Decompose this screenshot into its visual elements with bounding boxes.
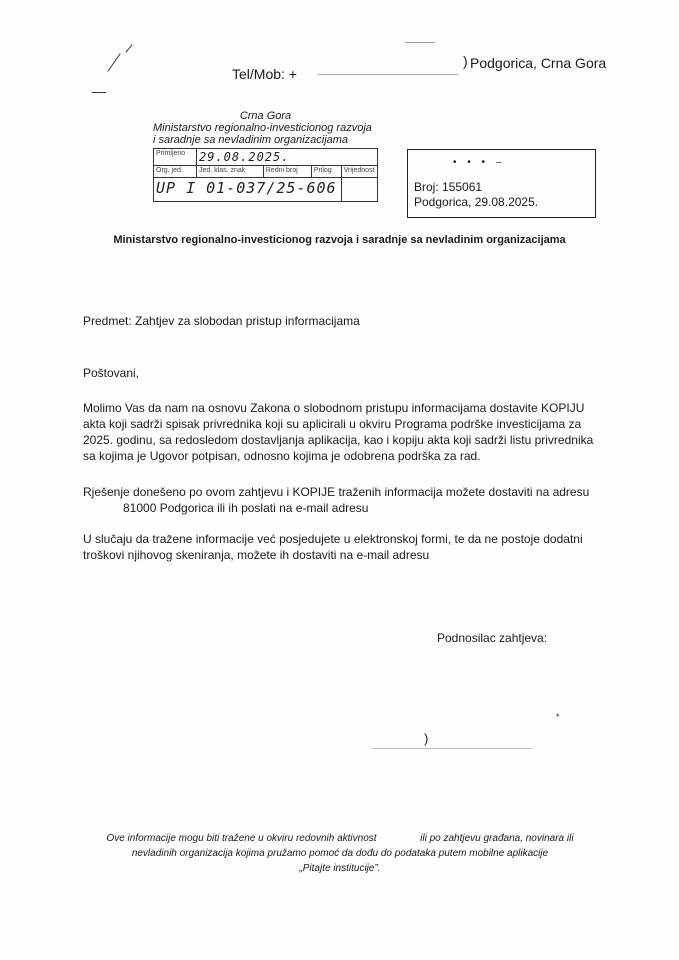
- telmob-label: Tel/Mob: +: [232, 66, 297, 82]
- paragraph-electronic: U slučaju da tražene informacije već posjedujete u elektronskoj formi, te da ne postoje dodatni troškovi njihovog skeniranja, možete ih dostaviti na e-mail adresu: [83, 532, 583, 562]
- paragraph-delivery: [83, 484, 603, 516]
- stamp-col-klas: Jed. klas. znak: [197, 166, 264, 178]
- pen-mark: [107, 53, 120, 72]
- reference-number: Broj: 155061: [414, 180, 483, 194]
- footer-line1: [60, 831, 620, 846]
- subject-line: Predmet: Zahtjev za slobodan pristup informacijama: [83, 314, 360, 328]
- stamp-table: [153, 148, 378, 202]
- footer-line2: nevladinih organizacija kojima pružamo pomoć da dođu do podataka putem mobilne aplikacije: [131, 848, 549, 859]
- stamp-received-label: Primljeno: [154, 149, 197, 166]
- star-mark: *: [556, 712, 560, 722]
- stamp-col-prilog: Prilog: [311, 166, 341, 178]
- greeting: Poštovani,: [83, 366, 140, 380]
- stamp-col-redni: Redni broj: [263, 166, 311, 178]
- footer-line1-a: Ove informacije mogu biti tražene u okviru redovnih aktivnost: [106, 833, 377, 844]
- stamp-col-vrijednost: Vrijednost: [341, 166, 377, 178]
- paragraph-request: Molimo Vas da nam na osnovu Zakona o slobodnom pristupu informacijama dostavite KOPIJU akta koji sadrži spisak privrednika koji su aplicirali u okviru Programa podrške investicijama za 2025. godinu, sa redosledom dostavljanja aplikacija, kao i kopiju akta koji sadrži listu privrednika sa kojima je Ugovor potpisan, odnosno kojima je odobrena podrška za rad.: [83, 401, 594, 463]
- address-fragment: ): [463, 53, 468, 69]
- pen-mark: [92, 92, 106, 93]
- delivery-line1: Rješenje donešeno po ovom zahtjevu i KOPIJE traženih informacija možete dostaviti na adresu: [83, 485, 590, 499]
- reference-box: [407, 149, 596, 218]
- box-dots: • • • –: [453, 157, 506, 168]
- footer-line3: „Pitajte institucije”.: [299, 863, 381, 874]
- receipt-stamp: [153, 110, 378, 202]
- address-city: Podgorica, Crna Gora: [470, 55, 607, 71]
- pen-mark: [405, 42, 435, 43]
- recipient-heading: Ministarstvo regionalno-investicionog razvoja i saradnje sa nevladinim organizacijama: [113, 234, 566, 246]
- stamp-received-date: 29.08.2025.: [197, 149, 378, 166]
- pen-mark: [318, 74, 458, 75]
- signature-mark: ): [424, 731, 429, 746]
- footer-note: [60, 831, 620, 876]
- stamp-empty-cell: [341, 178, 377, 202]
- delivery-line2: 81000 Podgorica ili ih poslati na e-mail adresu: [123, 501, 369, 515]
- footer-line1-b: ili po zahtjevu građana, novinara ili: [420, 833, 574, 844]
- stamp-ministry-line2: i saradnje sa nevladinim organizacijama: [153, 134, 349, 146]
- stamp-ministry-line1: Ministarstvo regionalno-investicionog razvoja: [153, 122, 372, 134]
- stamp-case-number: UP I 01-037/25-606: [154, 178, 342, 202]
- pen-mark: [125, 44, 132, 52]
- stamp-col-org: Org. jed.: [154, 166, 197, 178]
- stamp-country: Crna Gora: [239, 110, 292, 122]
- signature-line: [372, 748, 532, 749]
- reference-place-date: Podgorica, 29.08.2025.: [414, 195, 539, 209]
- signer-label: Podnosilac zahtjeva:: [437, 631, 548, 645]
